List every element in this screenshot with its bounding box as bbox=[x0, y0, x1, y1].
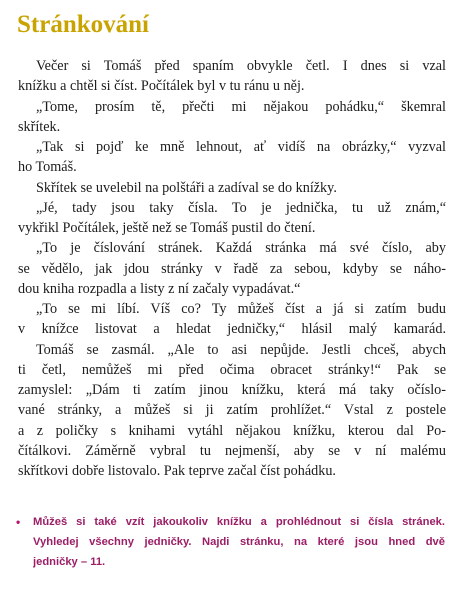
text-line: v knížce listovat a hledat jedničky,“ hlásil malý kamarád. bbox=[18, 321, 446, 338]
text-line: dou kniha rozpadla a listy z ní začaly vypadávat.“ bbox=[18, 280, 301, 297]
text-line: ti četl, nemůžeš mi před očima obracet stránky!“ Pak se bbox=[18, 361, 446, 378]
text-line: skřítkovi dobře listovalo. Pak teprve začal číst pohádku. bbox=[18, 463, 336, 479]
exercise-line: Vyhledej všechny jedničky. Najdi stránku, na které jsou hned dvě bbox=[33, 536, 445, 548]
text-line: „Tome, prosím tě, přečti mi nějakou pohádku,“ škemral bbox=[36, 98, 446, 115]
exercise-text bbox=[33, 512, 445, 572]
text-line: vykřikl Počítálek, ještě než se Tomáš pustil do čtení. bbox=[18, 220, 316, 236]
text-line: knížku a chtěl si číst. Počítálek byl v tu ránu u něj. bbox=[18, 78, 305, 95]
text-line: „Jé, tady jsou taky čísla. To je jednička, tu už znám,“ bbox=[36, 199, 446, 216]
text-line: čítálkovi. Záměrně vybral tu nejmenší, aby se v ní malému bbox=[18, 442, 446, 459]
exercise-line: jedničky – 11. bbox=[33, 556, 106, 568]
exercise-line: Můžeš si také vzít jakoukoliv knížku a prohlédnout si čísla stránek. bbox=[33, 516, 445, 528]
text-line: „Tak si pojď ke mně lehnout, ať vidíš na obrázky,“ vyzval bbox=[36, 139, 446, 155]
text-line: Večer si Tomáš před spaním obvykle četl. I dnes si vzal bbox=[36, 58, 446, 74]
page-title: Stránkování bbox=[17, 11, 149, 38]
text-line: „To je číslování stránek. Každá stránka má své číslo, aby bbox=[36, 240, 446, 257]
text-line: zamyslel: „Dám ti zatím jinou knížku, která má taky očíslo- bbox=[18, 382, 446, 398]
text-line: se vědělo, jak jdou stránky v řadě za sebou, kdyby se náho- bbox=[18, 260, 446, 277]
text-line: Tomáš se zasmál. „Ale to asi nepůjde. Jestli chceš, abych bbox=[36, 341, 446, 358]
text-line: Skřítek se uvelebil na polštáři a zadíval se do knížky. bbox=[36, 179, 337, 196]
text-line: vané stránky, a můžeš si ji zatím prohlížet.“ Vstal z postele bbox=[18, 402, 446, 419]
text-line: a z poličky s knihami vytáhl nějakou knížku, kterou dal Po- bbox=[18, 422, 446, 439]
text-line: ho Tomáš. bbox=[18, 159, 77, 176]
story-text bbox=[18, 56, 446, 481]
bullet-icon: • bbox=[16, 515, 21, 529]
text-line: „To se mi líbí. Víš co? Ty můžeš číst a já si zatím budu bbox=[36, 301, 446, 317]
text-line: skřítek. bbox=[18, 118, 61, 135]
